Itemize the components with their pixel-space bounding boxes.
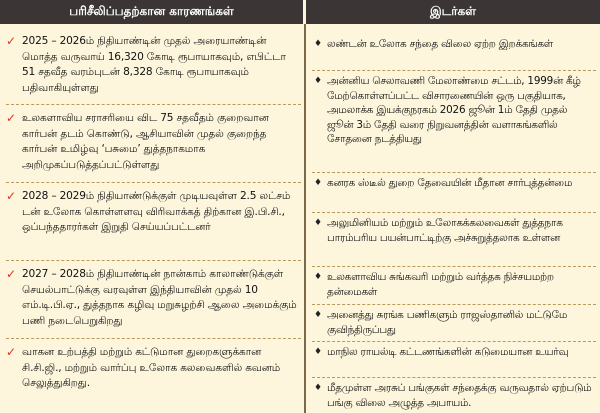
risk-text: கனரக ஸ்டீல் துறை தேவையின் மீதான சார்புத்தன்மை	[327, 177, 573, 189]
reason-text: வாகன உற்பத்தி மற்றும் கட்டுமான துறைகளுக்கான சி.சி.ஜி., மற்றும் வார்ப்பு உலோக கலவைகளில் கவனம் செலுத்துகிறது.	[22, 346, 281, 389]
risk-text: உலகளாவிய சுங்கவரி மற்றும் வர்த்தக நிச்சயமற்ற தன்மைகள்	[327, 271, 554, 298]
risk-text: அனைத்து சுரங்க பணிகளும் ராஜஸ்தானில் மட்டுமே குவிந்திருப்பது	[327, 309, 568, 336]
diamond-bullet-icon: ♦	[314, 347, 323, 357]
risk-text: லண்டன் உலோக சந்தை விலை ஏற்ற இறக்கங்கள்	[327, 38, 553, 50]
diamond-bullet-icon: ♦	[314, 39, 323, 49]
diamond-bullet-icon: ♦	[314, 178, 323, 188]
diamond-bullet-icon: ♦	[314, 76, 323, 86]
table-header	[0, 0, 600, 24]
risk-item	[312, 342, 596, 378]
risks-column	[306, 24, 600, 413]
reason-text: 2025 – 2026ம் நிதியாண்டின் முதல் அரையாண்டின் மொத்த வருவாய் 16,320 கோடி ரூபாயாகவும், எபிட்டா 51 சதவீத வரம்புடன் 8,328 கோடி ரூபாயாகவும் பதிவாகியுள்ளது	[22, 35, 286, 94]
reason-item	[6, 34, 301, 105]
reason-text: 2028 – 2029ம் நிதியாண்டுக்குள் முடியவுள்ள 2.5 லட்சம் டன் உலோக கொள்ளளவு விரிவாக்கத் திற்கான இ.பி.சி., ஒப்பந்ததாரர்கள் இறுதி செய்யப்பட்டனர்	[22, 190, 291, 233]
risk-item	[312, 267, 596, 305]
reason-text: 2027 – 2028ம் நிதியாண்டின் நான்காம் காலாண்டுக்குள் செயல்பாட்டுக்கு வரவுள்ள இந்தியாவின் முதல் 10 எம்.டி.பி.ஏ., துத்தநாக கழிவு மறுசுழற்சி ஆலை அமைக்கும் பணி நடைபெறுகிறது	[22, 268, 297, 327]
risk-item	[312, 173, 596, 213]
check-icon: ✓	[6, 345, 17, 359]
risk-item	[312, 378, 596, 413]
risk-text: அலுமினியம் மற்றும் உலோகக்கலவைகள் துத்தநாக பாரம்பரிய பயன்பாட்டிற்கு அச்சுறுத்தலாக உள்ளன	[327, 217, 563, 244]
check-icon: ✓	[6, 34, 17, 48]
reason-item	[6, 183, 301, 261]
diamond-bullet-icon: ♦	[314, 272, 323, 282]
risk-text: அன்னிய செலாவணி மேலாண்மை சட்டம், 1999ன் கீழ் மேற்கொள்ளப்பட்ட விசாரணையின் ஒரு பகுதியாக, அமலாக்க இயக்குநரகம் 2026 ஜூன் 1ம் தேதி முதல் ஜூன் 3ம் தேதி வரை நிறுவனத்தின் வளாகங்களில் சோதனை நடத்தியது	[327, 75, 581, 146]
diamond-bullet-icon: ♦	[314, 218, 323, 228]
risk-text: மாநில ராயல்டி கட்டணங்களின் கடுமையான உயர்வு	[327, 346, 569, 358]
risk-item	[312, 34, 596, 71]
diamond-bullet-icon: ♦	[314, 383, 323, 393]
risk-item	[312, 71, 596, 173]
reason-item	[6, 261, 301, 339]
table-body	[0, 24, 600, 413]
risk-item	[312, 305, 596, 342]
diamond-bullet-icon: ♦	[314, 310, 323, 320]
risk-item	[312, 213, 596, 267]
reason-text: உலகளாவிய சராசரியை விட 75 சதவீதம் குறைவான கார்பன் தடம் கொண்டு, ஆசியாவின் முதல் குறைந்த கார்பன் உமிழ்வு ‘பசுமை’ துத்தநாகமாக அறிமுகப்படுத்தப்பட்டுள்ளது	[22, 112, 269, 171]
risk-text: மீதமுள்ள அரசுப் பங்குகள் சந்தைக்கு வருவதால் ஏற்படும் பங்கு விலை அழுத்த அபாயம்.	[327, 382, 592, 409]
reasons-column	[0, 24, 306, 413]
check-icon: ✓	[6, 111, 17, 125]
reason-item	[6, 105, 301, 183]
check-icon: ✓	[6, 189, 17, 203]
reason-item	[6, 339, 301, 399]
check-icon: ✓	[6, 267, 17, 281]
reasons-header: பரிசீலிப்பதற்கான காரணங்கள்	[0, 0, 306, 24]
risks-header: இடர்கள்	[306, 0, 600, 24]
